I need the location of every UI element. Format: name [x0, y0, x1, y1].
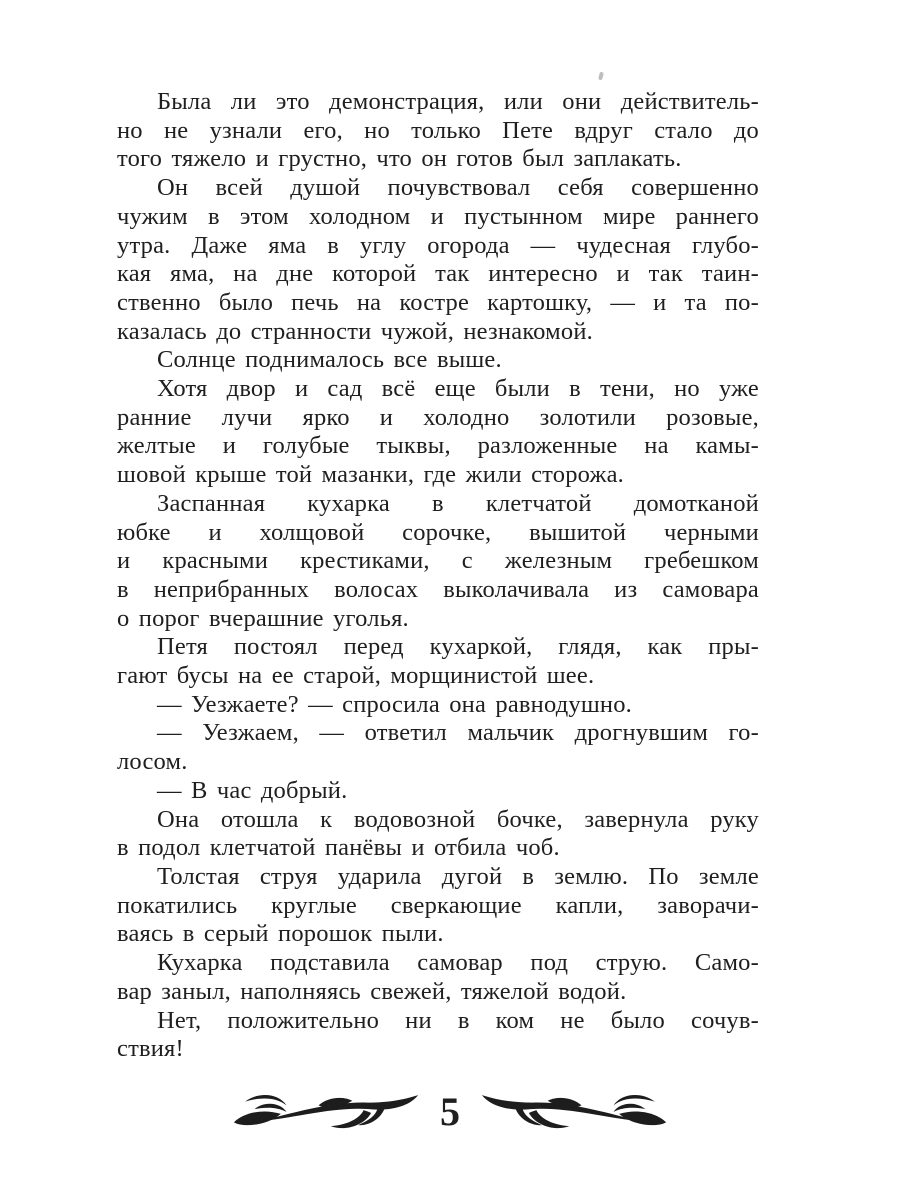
page-number: 5	[440, 1089, 460, 1134]
text-line: ваясь в серый порошок пыли.	[117, 920, 444, 948]
text-line: Была ли это демонстрация, или они действитель-	[157, 88, 759, 115]
flourish-right-icon	[480, 1086, 668, 1138]
text-line: в неприбранных волосах выколачивала из самовара	[117, 575, 759, 603]
text-line: но не узнали его, но только Пете вдруг стало до	[117, 116, 759, 144]
text-line: того тяжело и грустно, что он готов был заплакать.	[117, 145, 682, 173]
text-line: и красными крестиками, с железным гребешком	[117, 547, 759, 575]
text-line: — Уезжаете? — спросила она равнодушно.	[157, 690, 633, 718]
text-line: — Уезжаем, — ответил мальчик дрогнувшим го-	[157, 719, 759, 747]
text-line: Заспанная кухарка в клетчатой домотканой	[157, 489, 759, 517]
text-line: Он всей душой почувствовал себя совершенно	[157, 174, 759, 202]
text-line: о порог вчерашние уголья.	[117, 604, 409, 632]
text-line: желтые и голубые тыквы, разложенные на камы-	[117, 432, 759, 460]
text-line: Она отошла к водовозной бочке, завернула руку	[157, 805, 759, 833]
scan-speck	[598, 72, 604, 81]
page-footer	[0, 1086, 900, 1138]
text-line: Солнце поднималось все выше.	[157, 346, 502, 374]
text-block	[117, 88, 759, 1064]
text-line: ранние лучи ярко и холодно золотили розовые,	[117, 403, 759, 431]
text-line: лосом.	[117, 748, 188, 776]
text-line: утра. Даже яма в углу огорода — чудесная глубо-	[117, 231, 759, 259]
text-line: шовой крыше той мазанки, где жили сторожа.	[117, 461, 625, 489]
text-line: Нет, положительно ни в ком не было сочув-	[157, 1006, 759, 1034]
text-line: казалась до странности чужой, незнакомой.	[117, 317, 593, 345]
text-line: в подол клетчатой панёвы и отбила чоб.	[117, 834, 560, 862]
text-line: ствия!	[117, 1035, 184, 1063]
text-line: чужим в этом холодном и пустынном мире раннего	[117, 202, 759, 230]
text-line: — В час добрый.	[157, 776, 348, 804]
text-line: юбке и холщовой сорочке, вышитой черными	[117, 518, 759, 546]
text-line: гают бусы на ее старой, морщинистой шее.	[117, 662, 595, 690]
text-line: кая яма, на дне которой так интересно и так таин-	[117, 260, 759, 288]
flourish-left-icon	[232, 1086, 420, 1138]
text-line: Петя постоял перед кухаркой, глядя, как пры-	[157, 633, 759, 661]
text-line: вар заныл, наполняясь свежей, тяжелой водой.	[117, 977, 627, 1005]
text-line: Кухарка подставила самовар под струю. Само-	[157, 949, 759, 977]
text-line: Толстая струя ударила дугой в землю. По земле	[157, 862, 759, 890]
text-line: покатились круглые сверкающие капли, заворачи-	[117, 891, 759, 919]
text-line: Хотя двор и сад всё еще были в тени, но уже	[157, 375, 759, 403]
text-line: ственно было печь на костре картошку, — и та по-	[117, 288, 759, 316]
